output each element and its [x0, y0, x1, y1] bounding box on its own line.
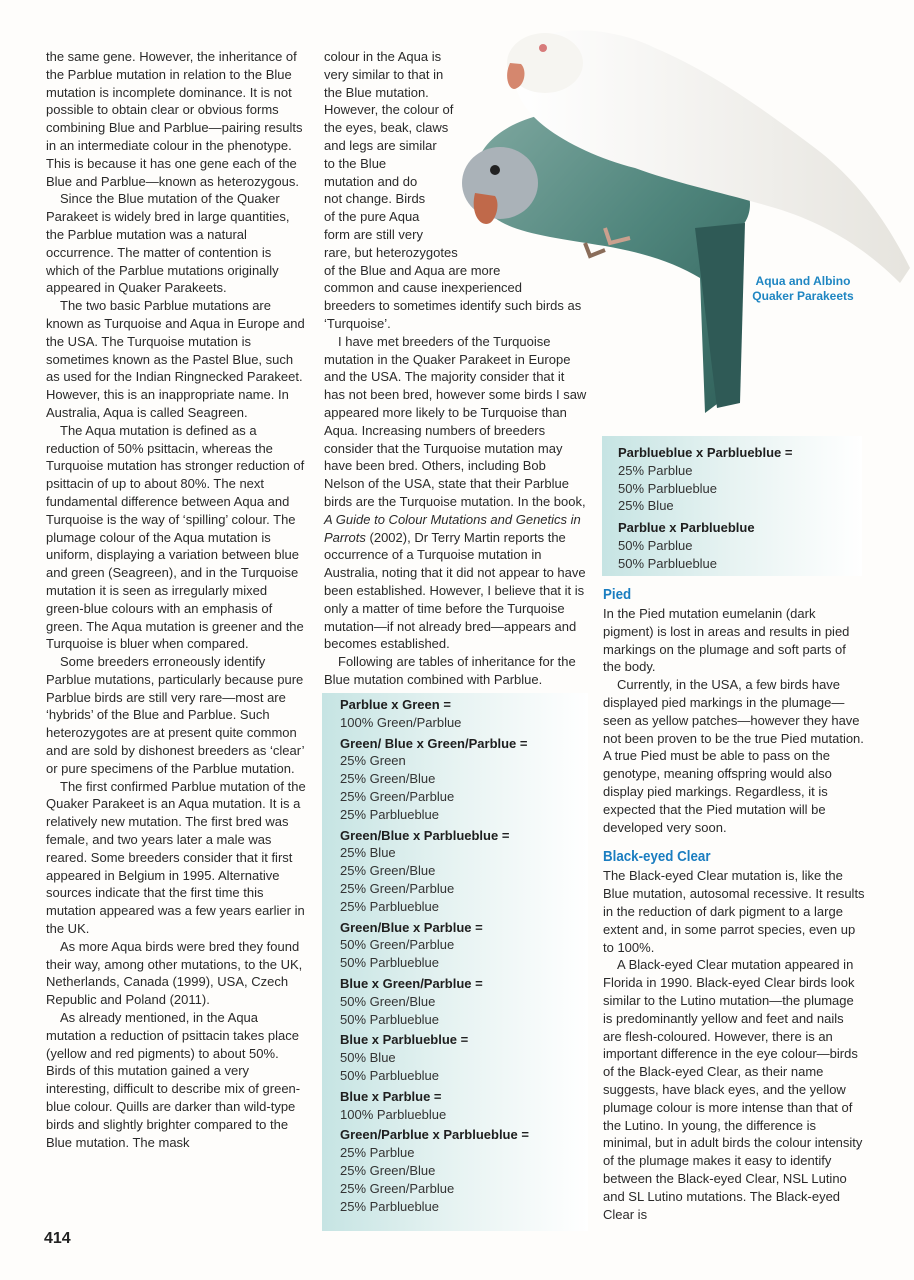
paragraph: Currently, in the USA, a few birds have displayed pied markings in the plumage—seen as yellow patches—however they have not been proven to be the true Pied mutation. A true Pied must be able to pass on the genotype, meaning offspring would also display pied markings. Regardless, it is expected that the Pied mutation will be developed very soon.	[603, 677, 864, 835]
section-heading-pied: Pied	[603, 587, 632, 603]
table-block	[340, 827, 588, 916]
paragraph-text: (2002), Dr Terry Martin reports the occurrence of a Turquoise mutation in Australia, noting that it did not appear to have been established. However, I believe that it is only a matter of time before the Turquoise mutation—if not already bred—appears and becomes established.	[324, 529, 586, 652]
table-row: 50% Parblueblue	[340, 1011, 440, 1027]
section-heading-black-eyed-clear: Black-eyed Clear	[603, 849, 711, 866]
text-column-middle	[324, 48, 588, 689]
cross-heading: Green/Blue x Parblue =	[340, 919, 483, 935]
cross-heading: Parblue x Parblueblue	[618, 520, 755, 536]
table-row: 25% Parblue	[340, 1145, 415, 1161]
table-row: 25% Parblueblue	[340, 1198, 440, 1214]
table-row: 100% Parblueblue	[340, 1106, 447, 1122]
photo-caption: Aqua and Albino Quaker Parakeets	[752, 274, 854, 303]
table-row: 25% Parblueblue	[340, 806, 440, 822]
paragraph: Following are tables of inheritance for the Blue mutation combined with Parblue.	[324, 654, 576, 687]
paragraph: colour in the Aqua is very similar to that in the Blue mutation. However, the colour of the eyes, beak, claws and legs are similar to the Blue mutation and do not change. Birds of the pure Aqua form are still very rare, but heterozygotes of the Blue and Aqua are more common and cause inexperienced breeders to sometimes identify such birds as ‘Turquoise’.	[324, 49, 582, 331]
text-column-left	[46, 48, 308, 1151]
table-row: 25% Green/Blue	[340, 863, 436, 879]
cross-heading: Parblueblue x Parblueblue =	[618, 445, 793, 460]
table-row: 50% Blue	[340, 1050, 396, 1066]
table-row: 50% Parblueblue	[340, 955, 440, 971]
table-block	[340, 919, 588, 972]
paragraph-text: I have met breeders of the Turquoise mutation in the Quaker Parakeet in Europe and the USA. The majority consider that it has not been bred, however some birds I saw appeared more likely to be Turquoise than Aqua. Increasing numbers of breeders consider that the Turquoise mutation may have been bred. Others, including Bob Nelson of the USA, state that their Parblue birds are the Turquoise mutation. In the book,	[324, 333, 587, 509]
cross-heading: Blue x Green/Parblue =	[340, 975, 483, 991]
table-row: 25% Green/Blue	[340, 771, 436, 787]
paragraph: The Aqua mutation is defined as a reduction of 50% psittacin, whereas the Turquoise mutation has stronger reduction of psittacin of up to about 80%. The next fundamental difference between Aqua and Turquoise is the way of ‘spilling’ colour. The plumage colour of the Aqua mutation is uniform, displaying a variation between blue and green (Seagreen), and in the Turquoise mutation it is seen as irregularly mixed green-blue colours with an emphasis of green. The Aqua mutation is greener and the Turquoise is bluer when compared.	[46, 422, 305, 652]
table-row: 50% Parblueblue	[340, 1067, 440, 1083]
cross-heading: Blue x Parblueblue =	[340, 1032, 469, 1048]
paragraph: The Black-eyed Clear mutation is, like the Blue mutation, autosomal recessive. It results in the reduction of dark pigment to a large extent and, in some parrot species, even up to 100%.	[603, 868, 865, 955]
text-column-right	[603, 586, 865, 1223]
cross-heading: Green/Parblue x Parblueblue =	[340, 1127, 529, 1143]
paragraph: As already mentioned, in the Aqua mutation a reduction of psittacin takes place (yellow and red pigments) to about 50%. Birds of this mutation gained a very interesting, difficult to describe mix of green-blue colour. Quills are darker than wild-type birds and slightly brighter compared to the Blue mutation. The mask	[46, 1010, 301, 1150]
paragraph: The first confirmed Parblue mutation of the Quaker Parakeet is an Aqua mutation. It is a relatively new mutation. The first bred was female, and two years later a male was reared. Some breeders consider that it first appeared in Belgium in 1995. Alternative sources indicate that the first time this mutation appeared was a few years earlier in the UK.	[46, 778, 306, 937]
paragraph: In the Pied mutation eumelanin (dark pigment) is lost in areas and results in pied markings on the plumage and soft parts of the body.	[603, 606, 850, 675]
table-block	[340, 1088, 588, 1124]
table-row: 25% Green	[340, 753, 406, 769]
table-row: 50% Parblue	[618, 537, 693, 553]
cross-heading: Green/ Blue x Green/Parblue =	[340, 735, 528, 751]
table-block	[618, 444, 862, 515]
table-row: 50% Parblueblue	[618, 480, 718, 496]
table-block	[618, 519, 862, 572]
paragraph: The two basic Parblue mutations are known as Turquoise and Aqua in Europe and the USA. The Turquoise mutation is sometimes known as the Pastel Blue, such as used for the Indian Ringnecked Parakeet. However, this is an inappropriate name. In Australia, Aqua is called Seagreen.	[46, 298, 305, 420]
inheritance-table-2	[602, 436, 862, 576]
table-row: 25% Parblueblue	[340, 898, 440, 914]
cross-heading: Blue x Parblue =	[340, 1088, 442, 1104]
table-row: 25% Green/Parblue	[340, 880, 455, 896]
table-block	[340, 975, 588, 1028]
table-block	[340, 735, 588, 824]
table-row: 25% Green/Blue	[340, 1162, 436, 1178]
table-block	[340, 696, 588, 732]
cross-heading: Parblue x Green =	[340, 697, 451, 712]
inheritance-table-1	[322, 693, 588, 1231]
table-row: 25% Blue	[618, 498, 674, 514]
table-row: 50% Green/Blue	[340, 993, 436, 1009]
table-block	[340, 1126, 588, 1215]
table-block	[340, 1031, 588, 1084]
table-row: 25% Green/Parblue	[340, 1180, 455, 1196]
paragraph: Some breeders erroneously identify Parblue mutations, particularly because pure Parblue birds are still very rare—most are ‘hybrids’ of the Blue and Parblue. Such heterozygotes are at present quite common and are sold by dishonest breeders as ‘clear’ or pure specimens of the Parblue mutation.	[46, 654, 304, 776]
table-row: 25% Green/Parblue	[340, 788, 455, 804]
page-number: 414	[44, 1230, 71, 1247]
paragraph: Since the Blue mutation of the Quaker Parakeet is widely bred in large quantities, the Parblue mutation was a natural occurrence. The matter of contention is which of the Parblue mutations originally appeared in Quaker Parakeets.	[46, 191, 290, 296]
table-row: 50% Green/Parblue	[340, 937, 455, 953]
book-title: A Guide to Colour Mutations and Genetics in Parrots	[324, 511, 581, 545]
table-row: 100% Green/Parblue	[340, 714, 462, 730]
cross-heading: Green/Blue x Parblueblue =	[340, 827, 510, 843]
paragraph: the same gene. However, the inheritance of the Parblue mutation in relation to the Blue mutation is incomplete dominance. It is not possible to obtain clear or obvious forms combining Blue and Parblue—pairing results in an intermediate colour in the phenotype. This is because it has one gene each of the Blue and Parblue—known as heterozygous.	[46, 49, 303, 189]
paragraph: A Black-eyed Clear mutation appeared in Florida in 1990. Black-eyed Clear birds look similar to the Lutino mutation—the plumage is predominantly yellow and feet and nails are flesh-coloured. However, there is an important difference in the eye colour—birds of the Black-eyed Clear, as their name suggests, have black eyes, and the yellow plumage colour is more intense than that of the Lutino. In young, the difference is minimal, but in adult birds the colour intensity of the plumage makes it easy to identify between the Black-eyed Clear, NSL Lutino and SL Lutino mutations. The Black-eyed Clear is	[603, 957, 863, 1222]
table-row: 25% Blue	[340, 845, 396, 861]
paragraph: As more Aqua birds were bred they found their way, among other mutations, to the UK, Netherlands, Canada (1999), USA, Czech Republic and Poland (2011).	[46, 938, 303, 1008]
paragraph	[324, 333, 588, 653]
table-row: 50% Parblueblue	[618, 555, 718, 571]
table-row: 25% Parblue	[618, 462, 693, 478]
